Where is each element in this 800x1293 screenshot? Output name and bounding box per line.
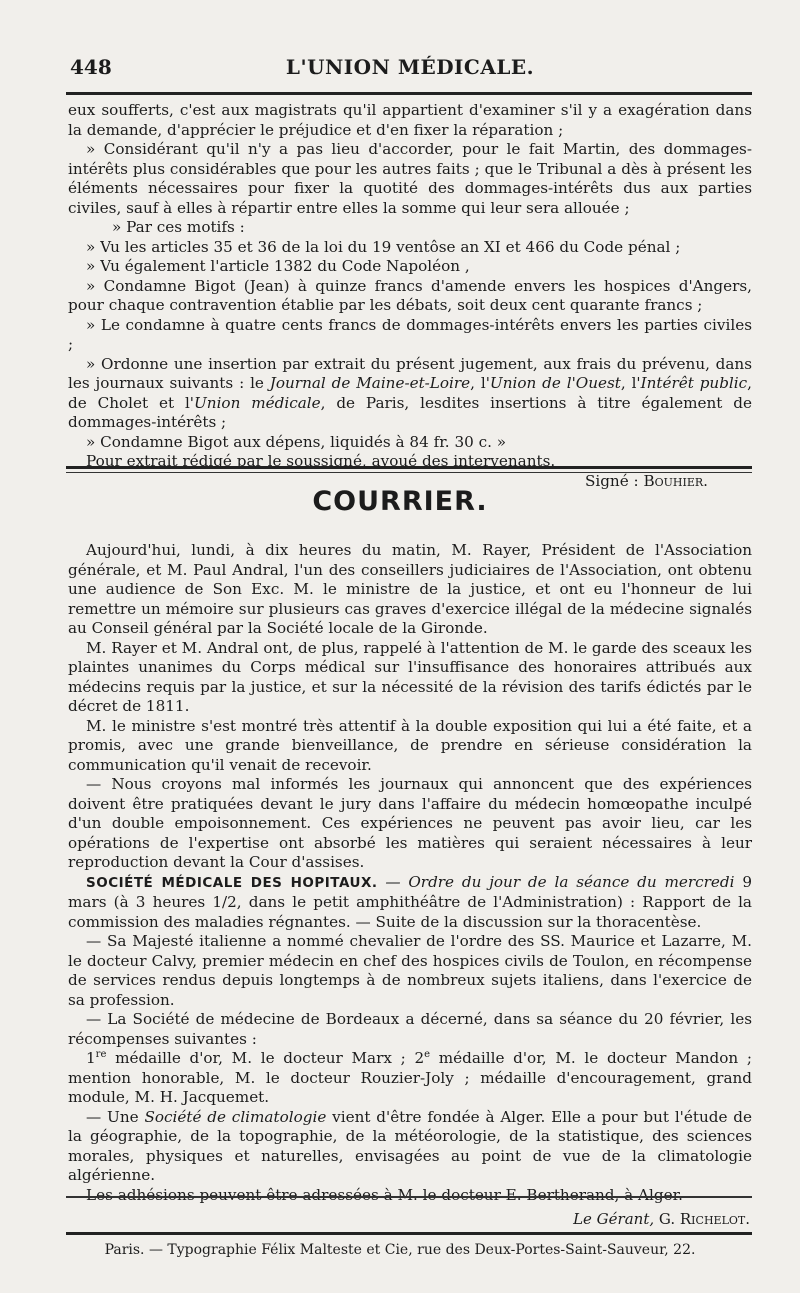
- paragraph: SOCIÉTÉ MÉDICALE DES HOPITAUX. — Ordre du jour de la séance du mercredi 9 mars (à 3 heures 1/2, dans le petit amphithéâtre de l'Administration) : Rapport de la commission des maladies régnantes. — Suite de la discussion sur la thoracentèse.: [68, 872, 752, 931]
- judgment-text: [68, 101, 752, 491]
- running-header: [70, 55, 750, 85]
- header-rule: [66, 92, 752, 95]
- manager-signature: Le Gérant, G. Richelot.: [573, 1210, 750, 1228]
- paragraph: » Vu les articles 35 et 36 de la loi du 19 ventôse an XI et 466 du Code pénal ;: [86, 237, 681, 256]
- section-rule: [66, 466, 752, 469]
- paragraph: M. Rayer et M. Andral ont, de plus, rappelé à l'attention de M. le garde des sceaux les plaintes unanimes du Corps médical sur l'insuffisance des honoraires attribués aux médecins requis par la justice, et sur la nécessité de la révision des tarifs édictés par le décret de 1811.: [68, 638, 752, 715]
- paragraph: Pour extrait rédigé par le soussigné, avoué des intervenants.: [86, 452, 556, 470]
- paragraph: — Sa Majesté italienne a nommé chevalier de l'ordre des SS. Maurice et Lazarre, M. le docteur Calvy, premier médecin en chef des hospices civils de Toulon, en récompense de services rendus depuis longtemps à de nombreux sujets italiens, dans l'exercice de sa profession.: [68, 932, 752, 1009]
- printer-imprint: Paris. — Typographie Félix Malteste et Cie, rue des Deux-Portes-Saint-Sauveur, 22.: [104, 1242, 696, 1258]
- paragraph: — La Société de médecine de Bordeaux a décerné, dans sa séance du 20 février, les récompenses suivantes :: [68, 1010, 752, 1048]
- paragraph: » Par ces motifs :: [112, 218, 245, 236]
- paragraph: » Le condamne à quatre cents francs de dommages-intérêts envers les parties civiles ;: [68, 315, 752, 353]
- paragraph: 1re médaille d'or, M. le docteur Marx ; 2e médaille d'or, M. le docteur Mandon ; mention honorable, M. le docteur Rouzier-Joly ; médaille d'encouragement, grand module, M. H. Jacquemet.: [68, 1048, 752, 1106]
- page-number: 448: [70, 55, 112, 79]
- signature-line: Signé : Bouhier.: [584, 471, 708, 490]
- footer-rule: [66, 1196, 752, 1198]
- paragraph: » Considérant qu'il n'y a pas lieu d'accorder, pour le fait Martin, des dommages-intérêts plus considérables que pour les autres faits ; que le Tribunal a dès à présent les éléments nécessaires pour fixer la quotité des dommages-intérêts dus aux parties civiles, sauf à elles à répartir entre elles la somme qui leur sera allouée ;: [68, 140, 752, 217]
- courrier-text: [68, 541, 752, 1205]
- paragraph: — Une Société de climatologie vient d'être fondée à Alger. Elle a pour but l'étude de la géographie, de la topographie, de la météorologie, de la statistique, des sciences morales, physiques et naturelles, envisagées au point de vue de la climatologie algérienne.: [68, 1107, 752, 1184]
- footer-rule: [66, 1232, 752, 1235]
- paragraph: eux soufferts, c'est aux magistrats qu'il appartient d'examiner s'il y a exagération dans la demande, d'apprécier le préjudice et d'en fixer la réparation ;: [68, 101, 752, 139]
- paragraph: M. le ministre s'est montré très attentif à la double exposition qui lui a été faite, et a promis, avec une grande bienveillance, de prendre en sérieuse considération la communication qu'il venait de recevoir.: [68, 716, 752, 774]
- paragraph: » Ordonne une insertion par extrait du présent jugement, aux frais du prévenu, dans les journaux suivants : le Journal de Maine-et-Loire, l'Union de l'Ouest, l'Intérêt public, de Cholet et l'Union médicale, de Paris, lesdites insertions à titre également de dommages-intérêts ;: [68, 354, 752, 431]
- paragraph: » Condamne Bigot (Jean) à quinze francs d'amende envers les hospices d'Angers, pour chaque contravention établie par les débats, soit deux cent quarante francs ;: [68, 276, 752, 314]
- paragraph: » Vu également l'article 1382 du Code Napoléon ,: [86, 257, 470, 275]
- section-title: COURRIER.: [312, 486, 488, 517]
- paragraph: » Condamne Bigot aux dépens, liquidés à 84 fr. 30 c. »: [86, 432, 507, 451]
- paragraph: Aujourd'hui, lundi, à dix heures du matin, M. Rayer, Président de l'Association générale, et M. Paul Andral, l'un des conseillers judiciaires de l'Association, ont obtenu une audience de Son Exc. M. le ministre de la justice, et ont eu l'honneur de lui remettre un mémoire sur plusieurs cas graves d'exercice illégal de la médecine signalés au Conseil général par la Société locale de la Gironde.: [68, 541, 752, 637]
- paragraph: Les adhésions peuvent être adressées à M. le docteur E. Bertherand, à Alger.: [86, 1185, 684, 1204]
- journal-title: L'UNION MÉDICALE.: [285, 55, 535, 79]
- paragraph: — Nous croyons mal informés les journaux qui annoncent que des expériences doivent être pratiquées devant le jury dans l'affaire du médecin homœopathe inculpé d'un double empoisonnement. Ces expériences ne peuvent pas avoir lieu, car les opérations de l'expertise ont absorbé les matières qui seraient nécessaires à leur reproduction devant la Cour d'assises.: [68, 775, 752, 871]
- section-rule: [66, 472, 752, 473]
